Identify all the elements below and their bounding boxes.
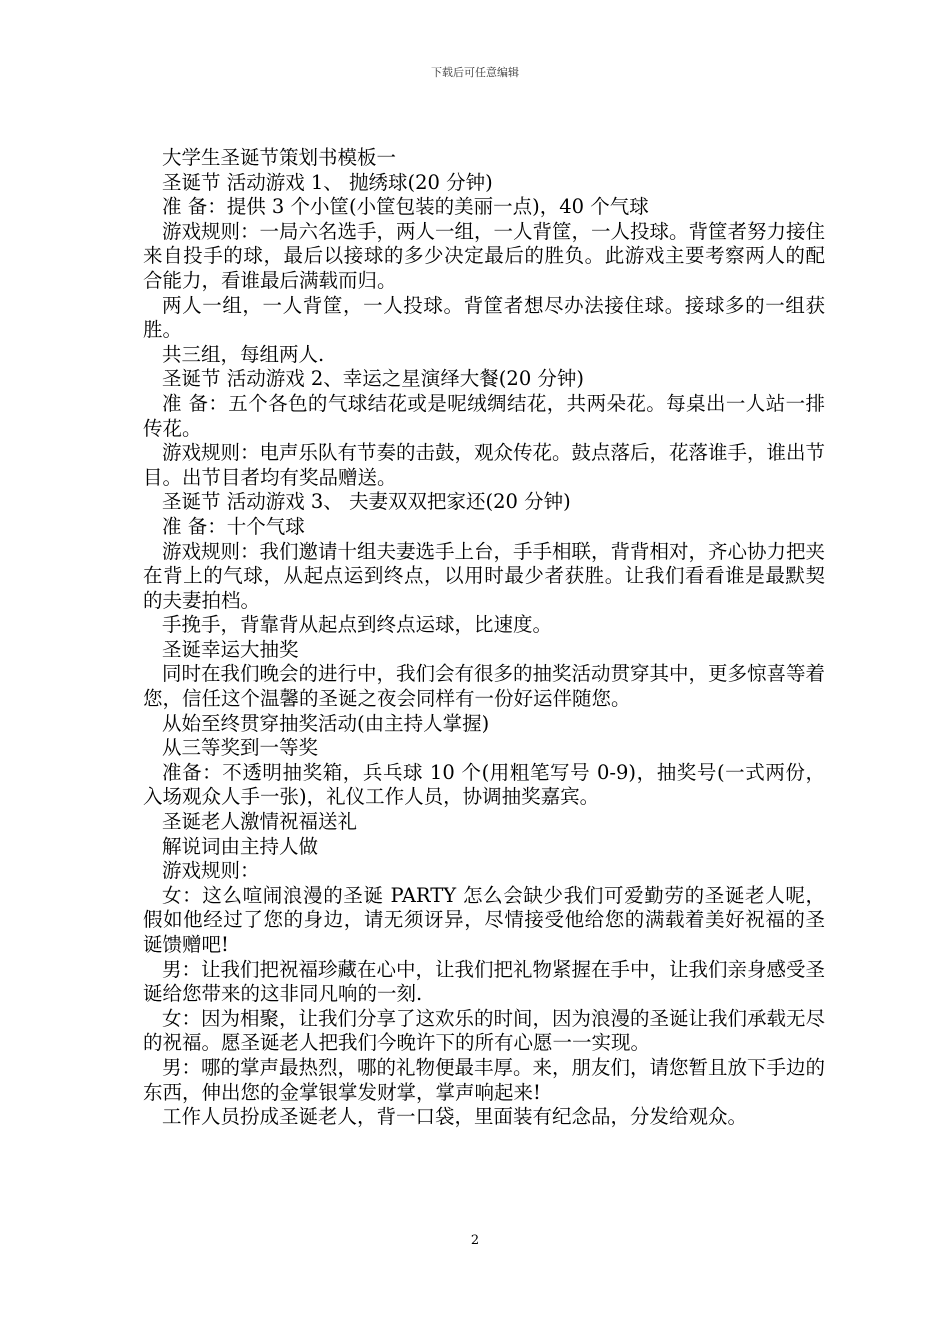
paragraph-game1-groups: 共三组，每组两人. [162, 342, 325, 366]
paragraph-script-male-2: 男：哪的掌声最热烈，哪的礼物便最丰厚。来，朋友们，请您暂且放下手边的东西，伸出您的金掌银掌发财掌，掌声响起来! [143, 1055, 826, 1104]
paragraph-game3-heading: 圣诞节 活动游戏 3、 夫妻双双把家还(20 分钟) [162, 490, 571, 514]
paragraph-santa-host: 解说词由主持人做 [162, 834, 319, 858]
paragraph-lottery-heading: 圣诞幸运大抽奖 [162, 637, 299, 661]
paragraph-script-male-1: 男：让我们把祝福珍藏在心中，让我们把礼物紧握在手中，让我们亲身感受圣诞给您带来的这非同凡响的一刻. [143, 957, 826, 1006]
paragraph-game1-heading: 圣诞节 活动游戏 1、 抛绣球(20 分钟) [162, 170, 493, 194]
page-header: 下载后可任意编辑 [431, 66, 519, 79]
paragraph-game1-summary: 两人一组，一人背筐，一人投球。背筐者想尽办法接住球。接球多的一组获胜。 [143, 293, 825, 342]
paragraph-game3-prep: 准 备：十个气球 [162, 514, 305, 538]
document-body [143, 146, 825, 1130]
paragraph-title: 大学生圣诞节策划书模板一 [162, 146, 397, 169]
paragraph-lottery-prizes: 从三等奖到一等奖 [162, 736, 319, 760]
paragraph-game2-heading: 圣诞节 活动游戏 2、幸运之星演绎大餐(20 分钟) [162, 367, 585, 391]
paragraph-lottery-prep: 准备：不透明抽奖箱，兵乓球 10 个(用粗笔写号 0-9)，抽奖号(一式两份，入场观众人手一张)，礼仪工作人员，协调抽奖嘉宾。 [143, 760, 825, 809]
paragraph-game1-prep: 准 备：提供 3 个小筐(小筐包装的美丽一点)，40 个气球 [162, 195, 649, 219]
paragraph-lottery-intro: 同时在我们晚会的进行中，我们会有很多的抽奖活动贯穿其中，更多惊喜等着您，信任这个温馨的圣诞之夜会同样有一份好运伴随您。 [143, 662, 826, 711]
paragraph-game2-rules: 游戏规则：电声乐队有节奏的击鼓，观众传花。鼓点落后，花落谁手，谁出节目。出节目者均有奖品赠送。 [143, 441, 826, 489]
paragraph-santa-rules-label: 游戏规则： [162, 859, 260, 883]
paragraph-game3-summary: 手挽手，背靠背从起点到终点运球，比速度。 [162, 613, 553, 637]
paragraph-script-female-2: 女：因为相聚，让我们分享了这欢乐的时间，因为浪漫的圣诞让我们承载无尽的祝福。愿圣诞老人把我们今晚许下的所有心愿一一实现。 [143, 1006, 826, 1055]
paragraph-game3-rules: 游戏规则：我们邀请十组夫妻选手上台，手手相联，背背相对，齐心协力把夹在背上的气球，从起点运到终点，以用时最少者获胜。让我们看看谁是最默契的夫妻拍档。 [143, 539, 826, 612]
paragraph-game2-prep: 准 备：五个各色的气球结花或是呢绒绸结花，共两朵花。每桌出一人站一排传花。 [143, 391, 825, 440]
paragraph-lottery-host: 从始至终贯穿抽奖活动(由主持人掌握) [162, 711, 490, 735]
paragraph-game1-rules: 游戏规则：一局六名选手，两人一组，一人背筐，一人投球。背筐者努力接住来自投手的球，最后以接球的多少决定最后的胜负。此游戏主要考察两人的配合能力，看谁最后满载而归。 [143, 219, 826, 292]
paragraph-santa-heading: 圣诞老人激情祝福送礼 [162, 810, 358, 834]
page-number: 2 [470, 1233, 480, 1248]
paragraph-script-female-1: 女：这么喧闹浪漫的圣诞 PARTY 怎么会缺少我们可爱勤劳的圣诞老人呢，假如他经过了您的身边，请无须讶异，尽情接受他给您的满载着美好祝福的圣诞馈赠吧! [143, 883, 825, 956]
paragraph-staff-note: 工作人员扮成圣诞老人，背一口袋，里面装有纪念品，分发给观众。 [162, 1105, 748, 1129]
